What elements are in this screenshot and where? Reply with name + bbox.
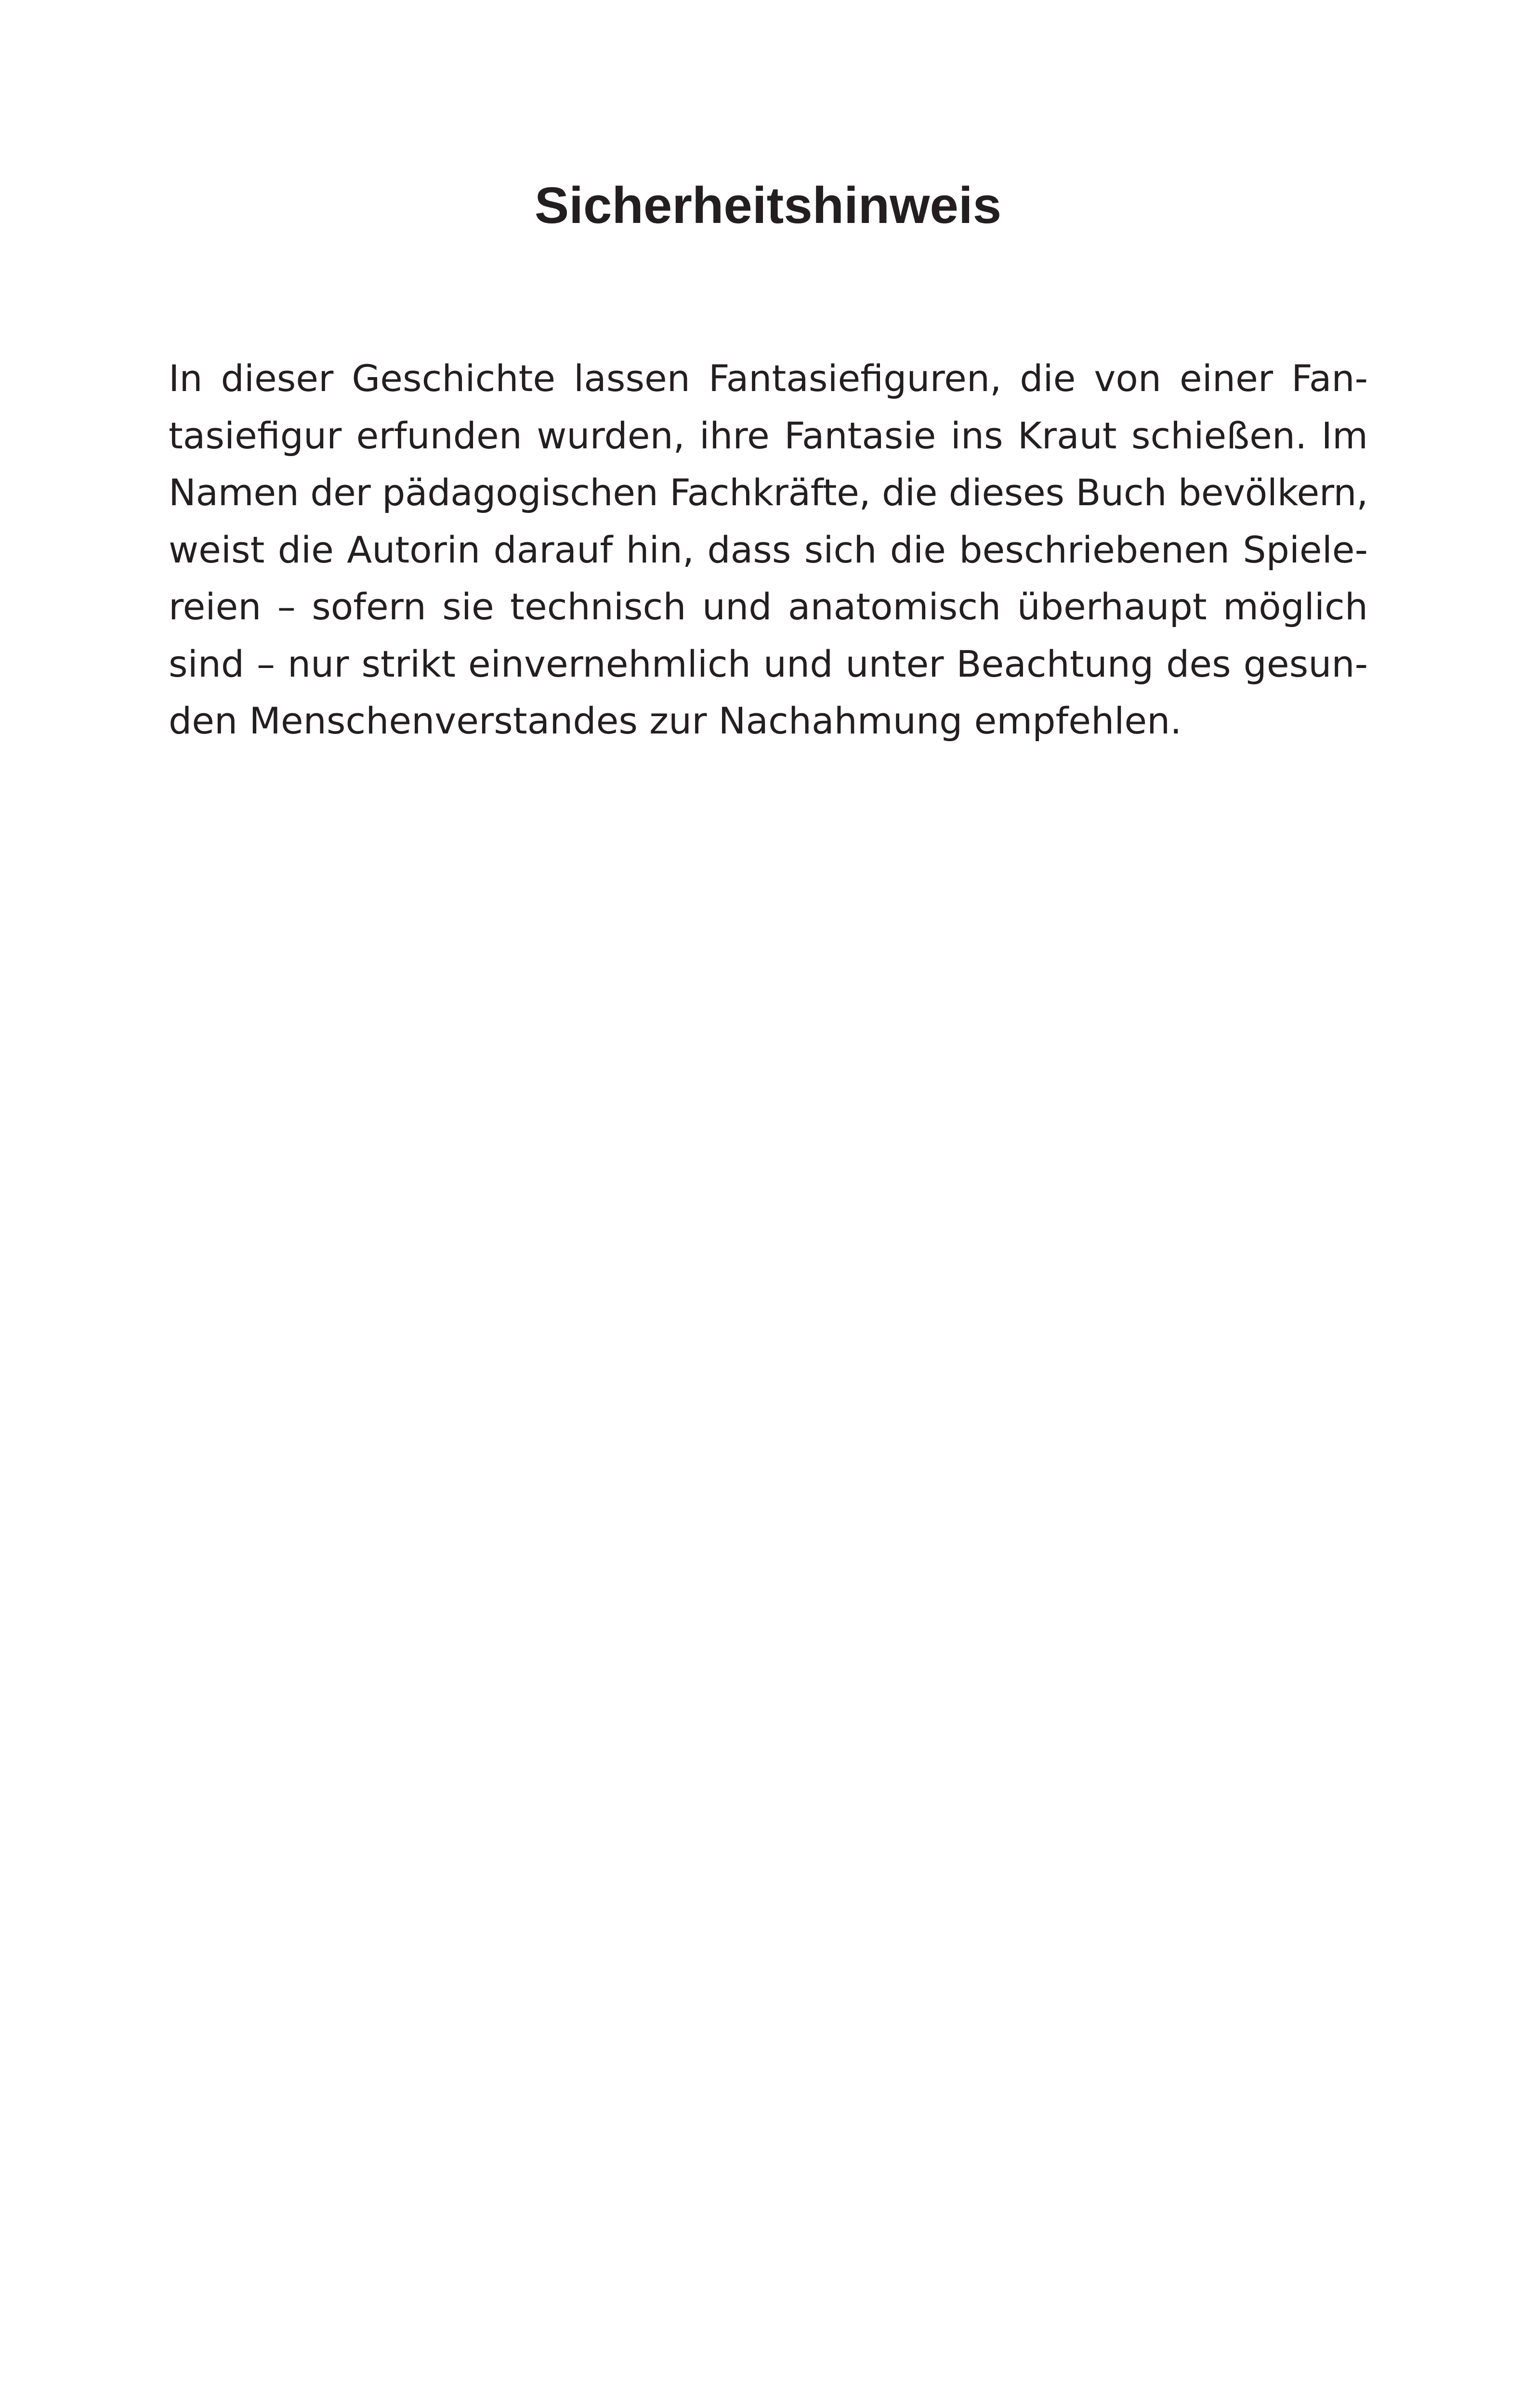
paragraph-line: reien – sofern sie technisch und anatomisch überhaupt möglich: [169, 585, 1368, 628]
paragraph-line: In dieser Geschichte lassen Fantasiefiguren, die von einer Fan-: [169, 357, 1368, 400]
safety-notice-paragraph: [169, 350, 1368, 750]
paragraph-line: tasiefigur erfunden wurden, ihre Fantasie ins Kraut schießen. Im: [169, 414, 1368, 457]
paragraph-line: den Menschenverstandes zur Nachahmung empfehlen.: [169, 699, 1182, 742]
paragraph-line: Namen der pädagogischen Fachkräfte, die dieses Buch bevölkern,: [169, 471, 1368, 514]
paragraph-line: weist die Autorin darauf hin, dass sich die beschriebenen Spiele-: [169, 528, 1368, 571]
page-title: Sicherheitshinweis: [534, 176, 1002, 234]
paragraph-line: sind – nur strikt einvernehmlich und unter Beachtung des gesun-: [169, 642, 1368, 685]
